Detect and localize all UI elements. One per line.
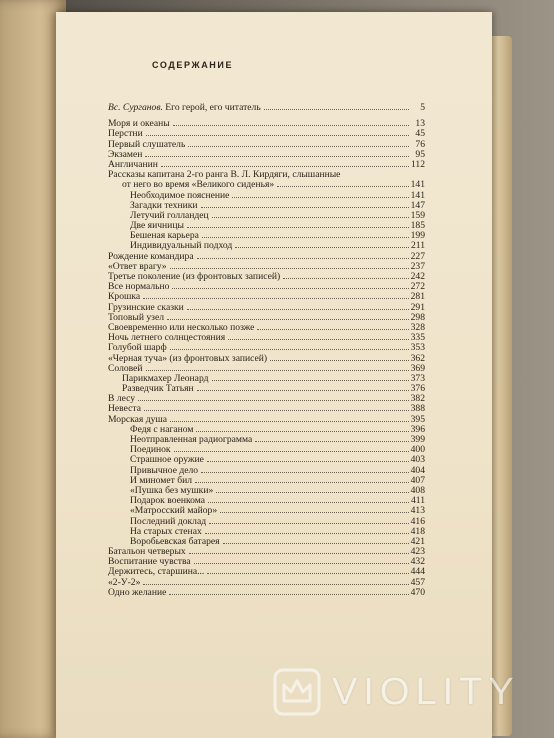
dot-leader bbox=[343, 176, 409, 177]
dot-leader bbox=[235, 247, 409, 248]
dot-leader bbox=[144, 410, 409, 411]
dot-leader bbox=[208, 502, 409, 503]
toc-entry-title-text: Загадки техники bbox=[130, 199, 198, 211]
toc-entry-page: 291 bbox=[410, 301, 425, 313]
toc-entry-title-text: «Черная туча» (из фронтовых записей) bbox=[108, 352, 268, 364]
toc-entry bbox=[108, 394, 425, 404]
dot-leader bbox=[212, 217, 409, 218]
toc-entry-title-text: Англичанин bbox=[108, 158, 158, 170]
dot-leader bbox=[169, 594, 408, 595]
toc-entry-title-text: Подарок военкома bbox=[130, 495, 206, 507]
toc-entry-title-text: от него во время «Великого сиденья» bbox=[122, 179, 275, 191]
dot-leader bbox=[145, 156, 409, 157]
dot-leader bbox=[264, 109, 409, 110]
dot-leader bbox=[174, 451, 409, 452]
watermark bbox=[272, 664, 544, 720]
dot-leader bbox=[257, 329, 408, 330]
toc-entry-title-text: Голубой шарф bbox=[108, 342, 167, 354]
toc-entry-page: 242 bbox=[410, 271, 425, 282]
toc-entry-page: 423 bbox=[410, 546, 425, 558]
dot-leader bbox=[161, 166, 409, 167]
dot-leader bbox=[283, 278, 408, 279]
toc-entry-page: 328 bbox=[410, 321, 425, 333]
toc-entry-title-text: На старых стенах bbox=[130, 525, 202, 537]
dot-leader bbox=[146, 370, 409, 371]
toc-entry-title-text: Держитесь, старшина... bbox=[108, 566, 205, 578]
dot-leader bbox=[212, 380, 409, 381]
dot-leader bbox=[146, 135, 409, 136]
dot-leader bbox=[277, 186, 408, 187]
toc-entry-title-text: Моря и океаны bbox=[108, 118, 170, 130]
toc-entry-title-text: Рождение командира bbox=[108, 250, 194, 262]
dot-leader bbox=[194, 563, 409, 564]
dot-leader bbox=[255, 441, 408, 442]
toc-entry-title-text: Ночь летнего солнцестояния bbox=[108, 332, 226, 344]
toc-entry-page: 211 bbox=[410, 240, 425, 252]
toc-entry-title-text: Его герой, его читатель bbox=[162, 102, 261, 113]
toc-entry-author: Вс. Сурганов. bbox=[108, 102, 163, 113]
toc-entry-page: 237 bbox=[410, 260, 425, 272]
toc-entry-page: 45 bbox=[415, 128, 425, 140]
dot-leader bbox=[207, 573, 408, 574]
toc-entry-page: 432 bbox=[410, 556, 425, 568]
toc-entry-page: 141 bbox=[410, 179, 425, 191]
toc-entry-title-text: В лесу bbox=[108, 393, 136, 405]
toc-entry-title-text: Все нормально bbox=[108, 281, 170, 293]
toc-entry-title-text: Своевременно или несколько позже bbox=[108, 321, 255, 333]
toc-entry-page: 457 bbox=[410, 576, 425, 588]
dot-leader bbox=[209, 523, 409, 524]
dot-leader bbox=[205, 533, 409, 534]
toc-entry-title-text: Перстни bbox=[108, 128, 143, 140]
toc-entry-page: 147 bbox=[410, 199, 425, 211]
toc-entry-page: 185 bbox=[410, 220, 425, 232]
dot-leader bbox=[220, 512, 408, 513]
dot-leader bbox=[143, 584, 408, 585]
toc-entry-title-text: Первый слушатель bbox=[108, 138, 186, 150]
dot-leader bbox=[223, 543, 409, 544]
dot-leader bbox=[187, 227, 409, 228]
dot-leader bbox=[143, 298, 408, 299]
dot-leader bbox=[189, 553, 409, 554]
dot-leader bbox=[216, 492, 408, 493]
dot-leader bbox=[173, 125, 409, 126]
toc-entry-page: 444 bbox=[410, 566, 425, 578]
toc-entry-page: 141 bbox=[410, 189, 425, 201]
toc-entry-page: 404 bbox=[410, 464, 425, 476]
toc-entry-title-text: Страшное оружие bbox=[130, 454, 204, 466]
toc-entry-title-text: Рассказы капитана 2-го ранга В. Л. Кирдяги, слышанные bbox=[108, 169, 341, 181]
toc-entry-title-text: Топовый узел bbox=[108, 311, 165, 323]
toc-entry-title-text: Поединок bbox=[130, 444, 171, 456]
toc-entry bbox=[108, 103, 425, 113]
dot-leader bbox=[232, 197, 408, 198]
toc-entry-page: 470 bbox=[410, 586, 425, 598]
toc-entry-title-text: Крошка bbox=[108, 291, 141, 303]
toc-entry-page: 335 bbox=[410, 332, 425, 344]
toc-entry-title-text: Экзамен bbox=[108, 148, 143, 160]
dot-leader bbox=[138, 400, 409, 401]
dot-leader bbox=[188, 146, 409, 147]
toc-entry-page: 376 bbox=[410, 383, 425, 395]
toc-entry-title-text: И миномет бил bbox=[130, 474, 193, 486]
toc-entry-page: 411 bbox=[410, 495, 425, 507]
toc-entry-title-text: Разведчик Татьян bbox=[122, 383, 194, 395]
toc-entry-page: 353 bbox=[410, 342, 425, 354]
toc-entry bbox=[108, 567, 425, 577]
toc-entry-title-text: Воспитание чувства bbox=[108, 556, 191, 568]
toc-entry-title-text: Грузинские сказки bbox=[108, 301, 184, 313]
toc-entry-title-text: Федя с наганом bbox=[130, 423, 194, 435]
crown-icon bbox=[272, 667, 322, 717]
toc-entry-page: 388 bbox=[410, 403, 425, 415]
dot-leader bbox=[195, 482, 409, 483]
watermark-text: VIOLITY bbox=[332, 670, 520, 713]
dot-leader bbox=[196, 431, 408, 432]
toc-entry-title-text: Морская душа bbox=[108, 413, 168, 425]
toc-entry-page: 272 bbox=[410, 281, 425, 293]
toc-entry-title-text: Привычное дело bbox=[130, 464, 199, 476]
toc-entry-page: 395 bbox=[410, 413, 425, 425]
toc-entry-title-text: Соловей bbox=[108, 362, 143, 374]
toc-entry-title-text: Необходимое пояснение bbox=[130, 189, 230, 201]
toc-entry-title-text: «Пушка без мушки» bbox=[130, 484, 214, 496]
toc-entry bbox=[108, 384, 425, 394]
toc-entry-title-text: Воробьевская батарея bbox=[130, 535, 220, 547]
dot-leader bbox=[207, 461, 409, 462]
toc-entry-page: 373 bbox=[410, 372, 425, 384]
dot-leader bbox=[170, 268, 409, 269]
toc-entry bbox=[108, 119, 425, 129]
toc-entry-title-text: «Матросский майор» bbox=[130, 505, 218, 517]
dot-leader bbox=[172, 288, 408, 289]
toc-entry-title-text: Одно желание bbox=[108, 586, 167, 598]
toc-entry bbox=[108, 140, 425, 150]
toc-entry-page: 382 bbox=[410, 393, 425, 405]
toc-entry-title-text: Две яичницы bbox=[130, 220, 184, 232]
toc-entry-page: 421 bbox=[410, 535, 425, 547]
toc-entry-page: 5 bbox=[420, 102, 425, 113]
dot-leader bbox=[167, 319, 409, 320]
toc-entry-title-text: Невеста bbox=[108, 403, 141, 415]
toc-entry bbox=[108, 282, 425, 292]
toc-entry-title-text: Летучий голландец bbox=[130, 209, 209, 221]
dot-leader bbox=[197, 390, 409, 391]
toc-entry-page: 416 bbox=[410, 515, 425, 527]
dot-leader bbox=[201, 472, 409, 473]
toc-entry-title-text: Последний доклад bbox=[130, 515, 207, 527]
toc-entry-title-text: Неотправленная радиограмма bbox=[130, 434, 253, 445]
dot-leader bbox=[270, 360, 409, 361]
dot-leader bbox=[228, 339, 408, 340]
toc-entry-page: 369 bbox=[410, 362, 425, 374]
dot-leader bbox=[170, 421, 409, 422]
toc-entry-page: 13 bbox=[415, 118, 425, 130]
toc-entry-title-text: Бешеная карьера bbox=[130, 230, 199, 242]
toc-entry-page: 76 bbox=[415, 138, 425, 150]
contents-heading: СОДЕРЖАНИЕ bbox=[152, 60, 234, 70]
table-of-contents bbox=[108, 103, 425, 598]
toc-entry bbox=[108, 588, 425, 598]
dot-leader bbox=[197, 258, 409, 259]
toc-entry-page: 199 bbox=[410, 230, 425, 242]
toc-entry-page: 413 bbox=[410, 505, 425, 517]
toc-entry-title-text: «Ответ врагу» bbox=[108, 260, 167, 272]
toc-entry-title bbox=[108, 588, 166, 598]
toc-entry-page: 298 bbox=[410, 311, 425, 323]
dot-leader bbox=[201, 207, 409, 208]
toc-entry-title bbox=[108, 103, 261, 113]
dot-leader bbox=[187, 309, 409, 310]
toc-entry-title-text: «2-У-2» bbox=[108, 576, 141, 588]
toc-entry-title-text: Третье поколение (из фронтовых записей) bbox=[108, 271, 281, 282]
toc-entry-title-text: Батальон четверых bbox=[108, 546, 186, 558]
toc-entry-page: 112 bbox=[410, 158, 425, 170]
toc-entry-title-text: Парикмахер Леонард bbox=[122, 372, 209, 384]
toc-entry-page: 399 bbox=[410, 434, 425, 445]
toc-entry-page: 403 bbox=[410, 454, 425, 466]
toc-entry-page: 159 bbox=[410, 209, 425, 221]
toc-entry-page: 396 bbox=[410, 423, 425, 435]
toc-entry-page: 95 bbox=[415, 148, 425, 160]
toc-entry-page: 400 bbox=[410, 444, 425, 456]
toc-entry-page: 407 bbox=[410, 474, 425, 486]
toc-entry-title-text: Индивидуальный подход bbox=[130, 240, 233, 252]
toc-entry-page: 281 bbox=[410, 291, 425, 303]
toc-entry bbox=[108, 354, 425, 364]
toc-entry-page: 227 bbox=[410, 250, 425, 262]
toc-entry-page: 362 bbox=[410, 352, 425, 364]
toc-entry-page: 408 bbox=[410, 484, 425, 496]
dot-leader bbox=[202, 237, 409, 238]
dot-leader bbox=[170, 349, 409, 350]
toc-entry-page: 418 bbox=[410, 525, 425, 537]
